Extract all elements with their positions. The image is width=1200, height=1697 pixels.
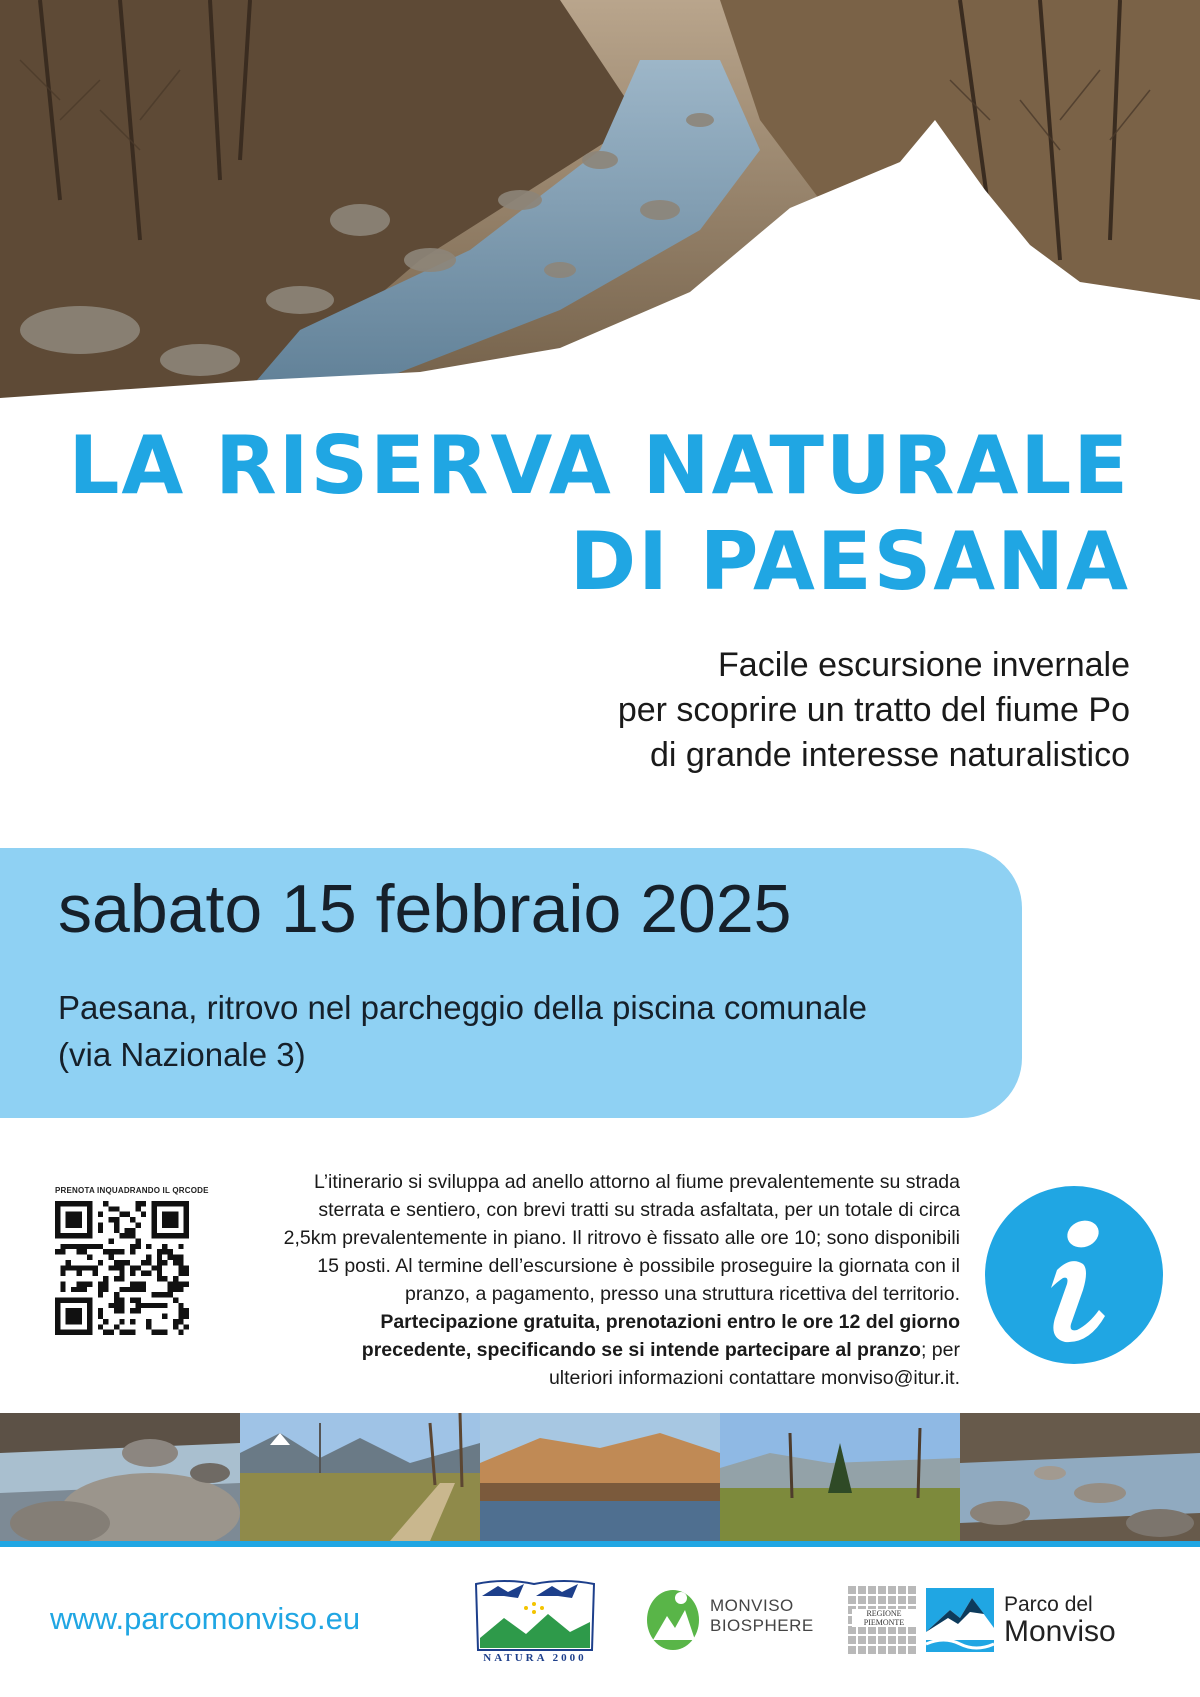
strip-photo-rocks xyxy=(0,1413,240,1541)
hero-river-image xyxy=(0,0,1200,420)
event-date: sabato 15 febbraio 2025 xyxy=(58,871,792,947)
info-line: sterrata e sentiero, con brevi tratti su strada asfaltata, per un totale di circa xyxy=(318,1199,960,1221)
info-line: pranzo, a pagamento, presso una struttura ricettiva del territorio. xyxy=(405,1283,960,1305)
event-place-line-1: Paesana, ritrovo nel parcheggio della piscina comunale xyxy=(58,989,867,1026)
photo-strip xyxy=(0,1413,1200,1541)
info-icon xyxy=(985,1186,1163,1364)
parco-text xyxy=(1004,1594,1116,1648)
info-tail-text: ; per xyxy=(920,1339,960,1361)
parco-line-2: Monviso xyxy=(1004,1615,1116,1648)
monviso-biosphere-logo xyxy=(645,1582,701,1652)
qr-block xyxy=(55,1186,209,1340)
booking-lunch-text: precedente, specificando se si intende partecipare al pranzo xyxy=(361,1339,921,1361)
info-line: L’itinerario si sviluppa ad anello attorno al fiume prevalentemente su strada xyxy=(313,1171,960,1193)
subtitle xyxy=(0,643,1130,778)
info-paragraph xyxy=(200,1168,960,1392)
event-place-line-2: (via Nazionale 3) xyxy=(58,1036,306,1073)
parco-monviso-logo xyxy=(926,1588,994,1652)
event-place xyxy=(58,984,867,1078)
subtitle-line-1: Facile escursione invernale xyxy=(718,646,1130,684)
subtitle-line-2: per scoprire un tratto del fiume Po xyxy=(617,691,1130,729)
info-contact-line: ulteriori informazioni contattare monviso@itur.it. xyxy=(548,1367,960,1389)
info-line: 15 posti. Al termine dell’escursione è possibile proseguire la giornata con il xyxy=(317,1255,960,1277)
strip-photo-stream xyxy=(960,1413,1200,1541)
info-bold-line-2 xyxy=(200,1336,960,1364)
regione-line-2: PIEMONTE xyxy=(863,1618,905,1627)
biosphere-line-2: BIOSPHERE xyxy=(710,1616,814,1635)
regione-text xyxy=(852,1609,916,1627)
hero-photo xyxy=(0,0,1200,420)
strip-divider xyxy=(0,1541,1200,1547)
biosphere-text xyxy=(710,1596,814,1636)
website-link[interactable]: www.parcomonviso.eu xyxy=(50,1601,361,1636)
qr-caption: PRENOTA INQUADRANDO IL QRCODE xyxy=(55,1186,209,1195)
qr-code[interactable] xyxy=(55,1201,189,1335)
event-band xyxy=(0,848,1022,1118)
strip-photo-meadow xyxy=(720,1413,960,1541)
title-line-2: DI PAESANA xyxy=(569,515,1130,608)
strip-photo-lake xyxy=(480,1413,720,1541)
info-bold-line-1 xyxy=(200,1308,960,1336)
subtitle-line-3: di grande interesse naturalistico xyxy=(649,736,1130,774)
booking-deadline-text: Partecipazione gratuita, prenotazioni entro le ore 12 del giorno xyxy=(380,1311,960,1333)
regione-line-1: REGIONE xyxy=(866,1609,902,1618)
page-title xyxy=(0,418,1130,610)
natura-label: NATURA 2000 xyxy=(483,1652,587,1664)
info-line: 2,5km prevalentemente in piano. Il ritrovo è fissato alle ore 10; sono disponibili xyxy=(283,1227,960,1249)
strip-photo-path xyxy=(240,1413,480,1541)
biosphere-line-1: MONVISO xyxy=(710,1596,794,1615)
parco-line-1: Parco del xyxy=(1004,1593,1093,1616)
title-line-1: LA RISERVA NATURALE xyxy=(68,419,1130,512)
